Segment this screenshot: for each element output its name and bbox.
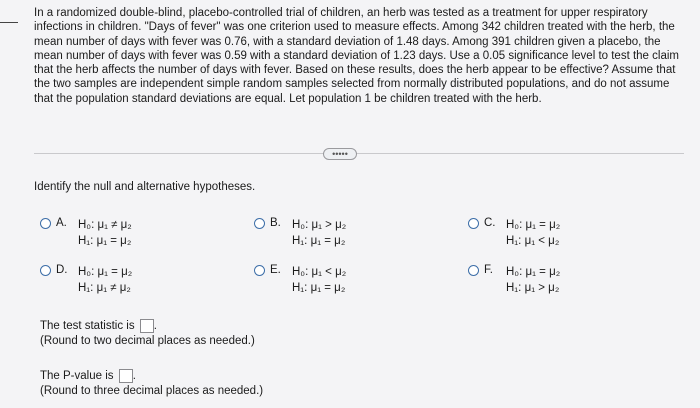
choice-e[interactable] bbox=[254, 264, 346, 296]
alt-hypothesis: H₁: μ₁ = μ₂ bbox=[292, 282, 346, 294]
hypotheses-prompt: Identify the null and alternative hypotheses. bbox=[34, 181, 256, 193]
radio-e[interactable] bbox=[254, 265, 265, 276]
test-statistic-block: The test statistic is . (Round to two decimal places as needed.) bbox=[40, 320, 255, 348]
alt-hypothesis: H₁: μ₁ > μ₂ bbox=[506, 282, 560, 294]
null-hypothesis: H₀: μ₁ = μ₂ bbox=[78, 266, 133, 278]
choice-c[interactable] bbox=[468, 217, 560, 249]
alt-hypothesis: H₁: μ₁ ≠ μ₂ bbox=[78, 282, 131, 294]
section-divider bbox=[34, 153, 684, 154]
choice-d[interactable] bbox=[40, 264, 132, 296]
radio-a[interactable] bbox=[40, 218, 51, 229]
null-hypothesis: H₀: μ₁ = μ₂ bbox=[506, 266, 561, 278]
choice-letter: A. bbox=[56, 217, 67, 229]
left-edge-dash bbox=[0, 22, 18, 23]
choice-letter: E. bbox=[270, 264, 281, 276]
problem-statement: In a randomized double-blind, placebo-controlled trial of children, an herb was tested as a treatment for upper respiratory infections in children. "Days of fever" was one criterion used to measure effects. Among 342 children treated with the herb, the mean number of days with fever was 0.76, with a standard deviation of 1.48 days. Among 391 children given a placebo, the mean number of days with fever was 0.59 with a standard deviation of 1.23 days. Use a 0.05 significance level to test the claim that the herb affects the number of days with fever. Based on these results, does the herb appear to be effective? Assume that the two samples are independent simple random samples selected from normally distributed populations, and do not assume that the population standard deviations are equal. Let population 1 be children treated with the herb. bbox=[34, 7, 679, 105]
p-value-note: (Round to three decimal places as needed.) bbox=[40, 385, 264, 398]
choice-letter: F. bbox=[484, 264, 493, 276]
alt-hypothesis: H₁: μ₁ < μ₂ bbox=[506, 235, 560, 247]
null-hypothesis: H₀: μ₁ ≠ μ₂ bbox=[78, 219, 132, 231]
null-hypothesis: H₀: μ₁ < μ₂ bbox=[292, 266, 347, 278]
choice-f[interactable] bbox=[468, 264, 560, 296]
choice-b[interactable] bbox=[254, 217, 346, 249]
test-statistic-label: The test statistic is bbox=[40, 320, 135, 333]
p-value-label: The P-value is bbox=[40, 370, 114, 383]
p-value-block: The P-value is . (Round to three decimal places as needed.) bbox=[40, 370, 264, 398]
null-hypothesis: H₀: μ₁ > μ₂ bbox=[292, 219, 347, 231]
radio-b[interactable] bbox=[254, 218, 265, 229]
radio-d[interactable] bbox=[40, 265, 51, 276]
radio-f[interactable] bbox=[468, 265, 479, 276]
p-value-input[interactable] bbox=[119, 369, 133, 383]
test-statistic-note: (Round to two decimal places as needed.) bbox=[40, 335, 255, 348]
alt-hypothesis: H₁: μ₁ = μ₂ bbox=[78, 235, 132, 247]
test-statistic-input[interactable] bbox=[140, 319, 154, 333]
choice-letter: B. bbox=[270, 217, 281, 229]
radio-c[interactable] bbox=[468, 218, 479, 229]
expand-more-button[interactable]: ••••• bbox=[323, 148, 357, 160]
choice-a[interactable] bbox=[40, 217, 132, 249]
null-hypothesis: H₀: μ₁ = μ₂ bbox=[506, 219, 561, 231]
choice-letter: C. bbox=[484, 217, 496, 229]
alt-hypothesis: H₁: μ₁ = μ₂ bbox=[292, 235, 346, 247]
choice-letter: D. bbox=[56, 264, 68, 276]
